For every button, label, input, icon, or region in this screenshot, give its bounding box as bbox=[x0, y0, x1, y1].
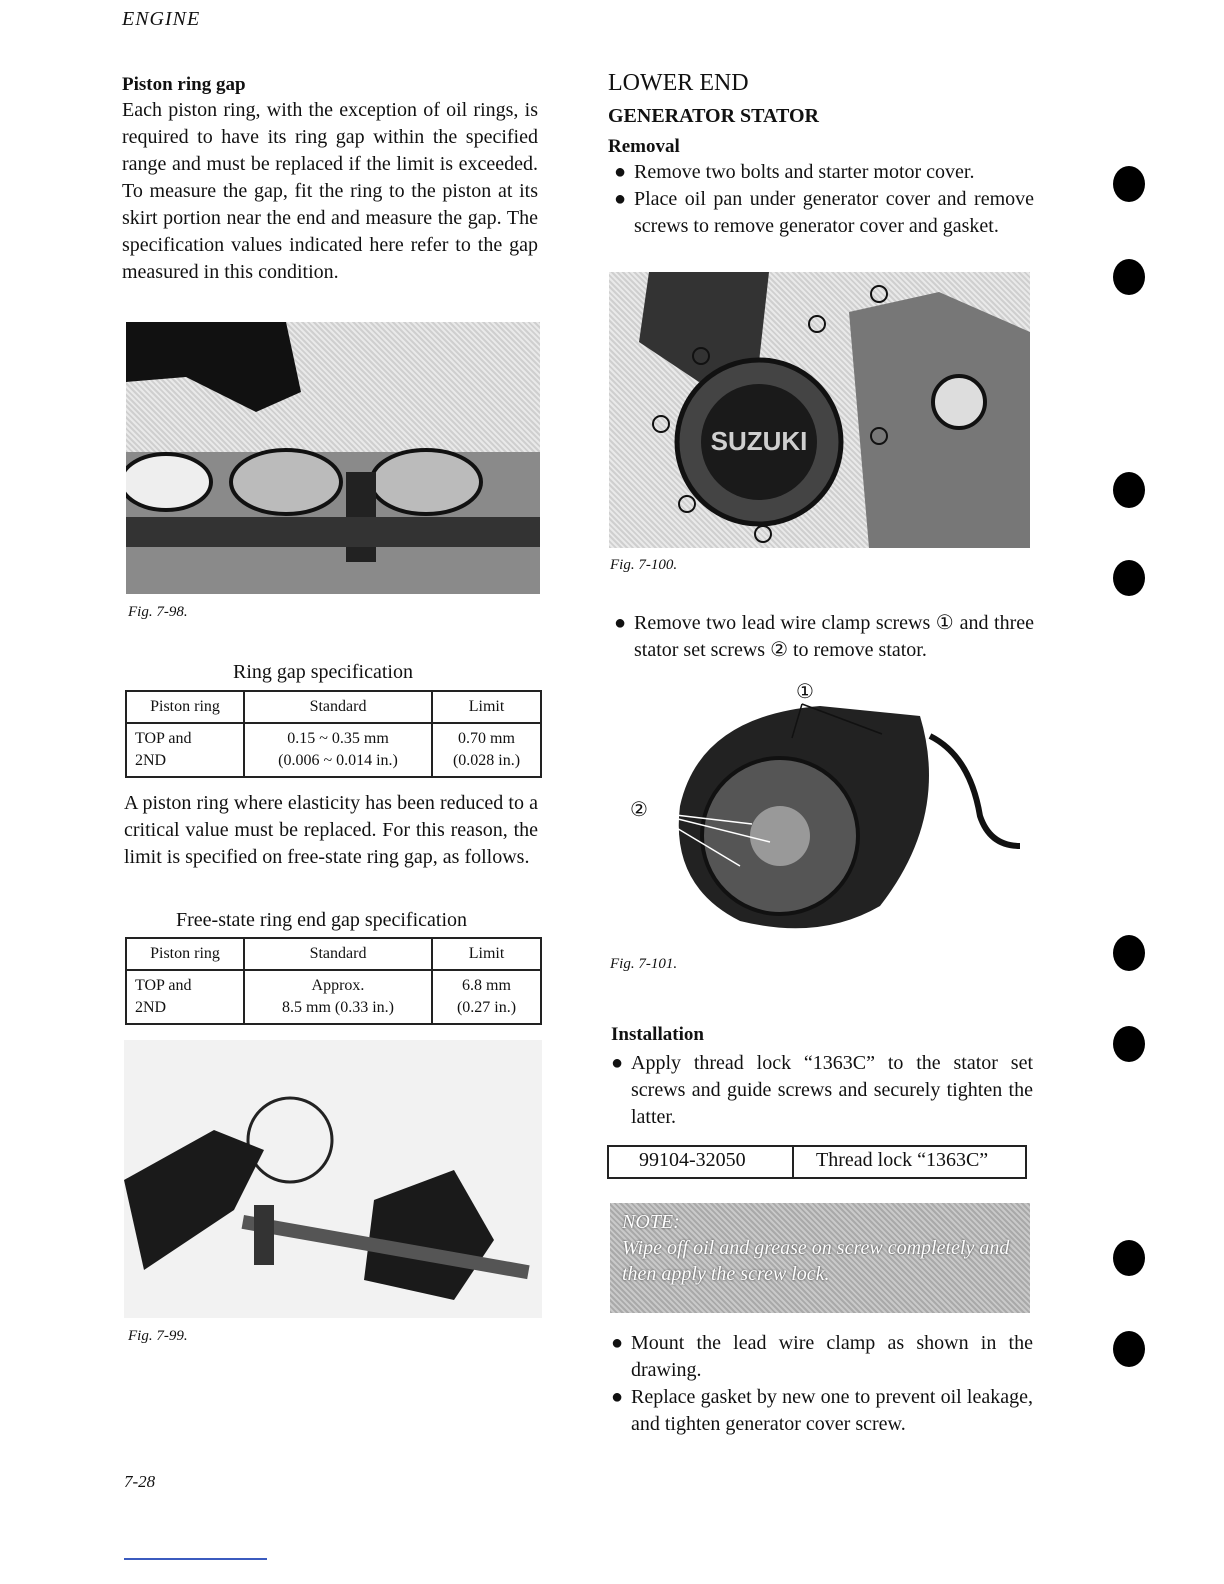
note-label: NOTE: bbox=[622, 1211, 680, 1233]
fig-7-101-photo bbox=[620, 676, 1034, 946]
cell-limit: 0.70 mm (0.028 in.) bbox=[432, 723, 541, 777]
removal-list-2 bbox=[610, 610, 1034, 664]
header-standard: Standard bbox=[244, 691, 432, 723]
bullet-icon: ● bbox=[614, 161, 627, 183]
fig-7-101-caption: Fig. 7-101. bbox=[610, 956, 678, 972]
bullet-icon: ● bbox=[614, 188, 627, 210]
table-header-row bbox=[126, 691, 541, 723]
installation-step-1: Apply thread lock “1363C” to the stator set screws and guide screws and securely tighten the latter. bbox=[631, 1052, 1033, 1128]
removal-step-3: Remove two lead wire clamp screws ① and three stator set screws ② to remove stator. bbox=[634, 612, 1034, 661]
header-standard: Standard bbox=[244, 938, 432, 970]
binding-hole-icon bbox=[1113, 560, 1145, 596]
table-row bbox=[126, 970, 541, 1024]
binding-hole-icon bbox=[1113, 472, 1145, 508]
tool-name: Thread lock “1363C” bbox=[816, 1149, 989, 1171]
binding-hole-icon bbox=[1113, 259, 1145, 295]
binding-hole-icon bbox=[1113, 166, 1145, 202]
installation-list-2 bbox=[607, 1330, 1033, 1438]
fig-7-100-photo bbox=[609, 272, 1030, 548]
header-limit: Limit bbox=[432, 691, 541, 723]
table-header-row bbox=[126, 938, 541, 970]
list-item bbox=[610, 186, 1034, 240]
footer-rule bbox=[124, 1558, 267, 1560]
note-text: Wipe off oil and grease on screw completely and then apply the screw lock. bbox=[622, 1237, 1010, 1285]
fig-7-99-caption: Fig. 7-99. bbox=[128, 1328, 188, 1344]
installation-step-3: Replace gasket by new one to prevent oil leakage, and tighten generator cover screw. bbox=[631, 1386, 1033, 1435]
list-item bbox=[607, 1384, 1033, 1438]
piston-ring-gap-paragraph: Each piston ring, with the exception of oil rings, is required to have its ring gap within the specified range and must be replaced if the limit is exceeded. To measure the gap, fit the ring to the piston at its skirt portion near the end and measure the gap. The specification values indicated here refer to the gap measured in this condition. bbox=[122, 99, 538, 283]
removal-step-2: Place oil pan under generator cover and remove screws to remove generator cover and gasket. bbox=[634, 188, 1034, 237]
fig-7-100-caption: Fig. 7-100. bbox=[610, 557, 678, 573]
generator-stator-heading: GENERATOR STATOR bbox=[608, 105, 819, 127]
ring-gap-table-title: Ring gap specification bbox=[233, 661, 413, 683]
list-item bbox=[610, 610, 1034, 664]
bullet-icon: ● bbox=[614, 612, 627, 634]
piston-ring-gap-heading: Piston ring gap bbox=[122, 74, 246, 95]
header-limit: Limit bbox=[432, 938, 541, 970]
page-number: 7-28 bbox=[124, 1472, 156, 1491]
cell-piston-ring: TOP and 2ND bbox=[126, 970, 244, 1024]
binding-hole-icon bbox=[1113, 1331, 1145, 1367]
bullet-icon: ● bbox=[611, 1386, 624, 1408]
table-row bbox=[126, 723, 541, 777]
tool-part-number: 99104-32050 bbox=[609, 1147, 794, 1177]
binding-hole-icon bbox=[1113, 1240, 1145, 1276]
list-item bbox=[607, 1050, 1033, 1131]
cell-piston-ring: TOP and 2ND bbox=[126, 723, 244, 777]
section-header: ENGINE bbox=[122, 8, 201, 30]
fig-7-98-photo bbox=[126, 322, 540, 594]
installation-step-2: Mount the lead wire clamp as shown in the drawing. bbox=[631, 1332, 1033, 1381]
fig-7-100-brand: SUZUKI bbox=[710, 426, 808, 456]
installation-list bbox=[607, 1050, 1033, 1131]
header-piston-ring: Piston ring bbox=[126, 691, 244, 723]
cell-standard: Approx. 8.5 mm (0.33 in.) bbox=[244, 970, 432, 1024]
tool-box bbox=[607, 1145, 1027, 1179]
header-piston-ring: Piston ring bbox=[126, 938, 244, 970]
ring-gap-table bbox=[125, 690, 542, 778]
lower-end-heading: LOWER END bbox=[608, 70, 749, 96]
removal-step-1: Remove two bolts and starter motor cover. bbox=[634, 161, 975, 183]
removal-heading: Removal bbox=[608, 136, 680, 157]
fig-7-101-label-1: ① bbox=[796, 681, 814, 703]
bullet-icon: ● bbox=[611, 1052, 624, 1074]
list-item bbox=[610, 159, 1034, 186]
free-state-table-title: Free-state ring end gap specification bbox=[176, 909, 467, 931]
bullet-icon: ● bbox=[611, 1332, 624, 1354]
free-state-paragraph: A piston ring where elasticity has been reduced to a critical value must be replaced. For this reason, the limit is specified on free-state ring gap, as follows. bbox=[124, 792, 538, 868]
binding-hole-icon bbox=[1113, 1026, 1145, 1062]
cell-standard: 0.15 ~ 0.35 mm (0.006 ~ 0.014 in.) bbox=[244, 723, 432, 777]
installation-heading: Installation bbox=[611, 1024, 704, 1045]
removal-list bbox=[610, 159, 1034, 240]
fig-7-99-photo bbox=[124, 1040, 542, 1318]
free-state-table bbox=[125, 937, 542, 1025]
binding-hole-icon bbox=[1113, 935, 1145, 971]
note-box bbox=[610, 1203, 1030, 1313]
fig-7-98-caption: Fig. 7-98. bbox=[128, 604, 188, 620]
cell-limit: 6.8 mm (0.27 in.) bbox=[432, 970, 541, 1024]
list-item bbox=[607, 1330, 1033, 1384]
fig-7-101-label-2: ② bbox=[630, 799, 648, 821]
